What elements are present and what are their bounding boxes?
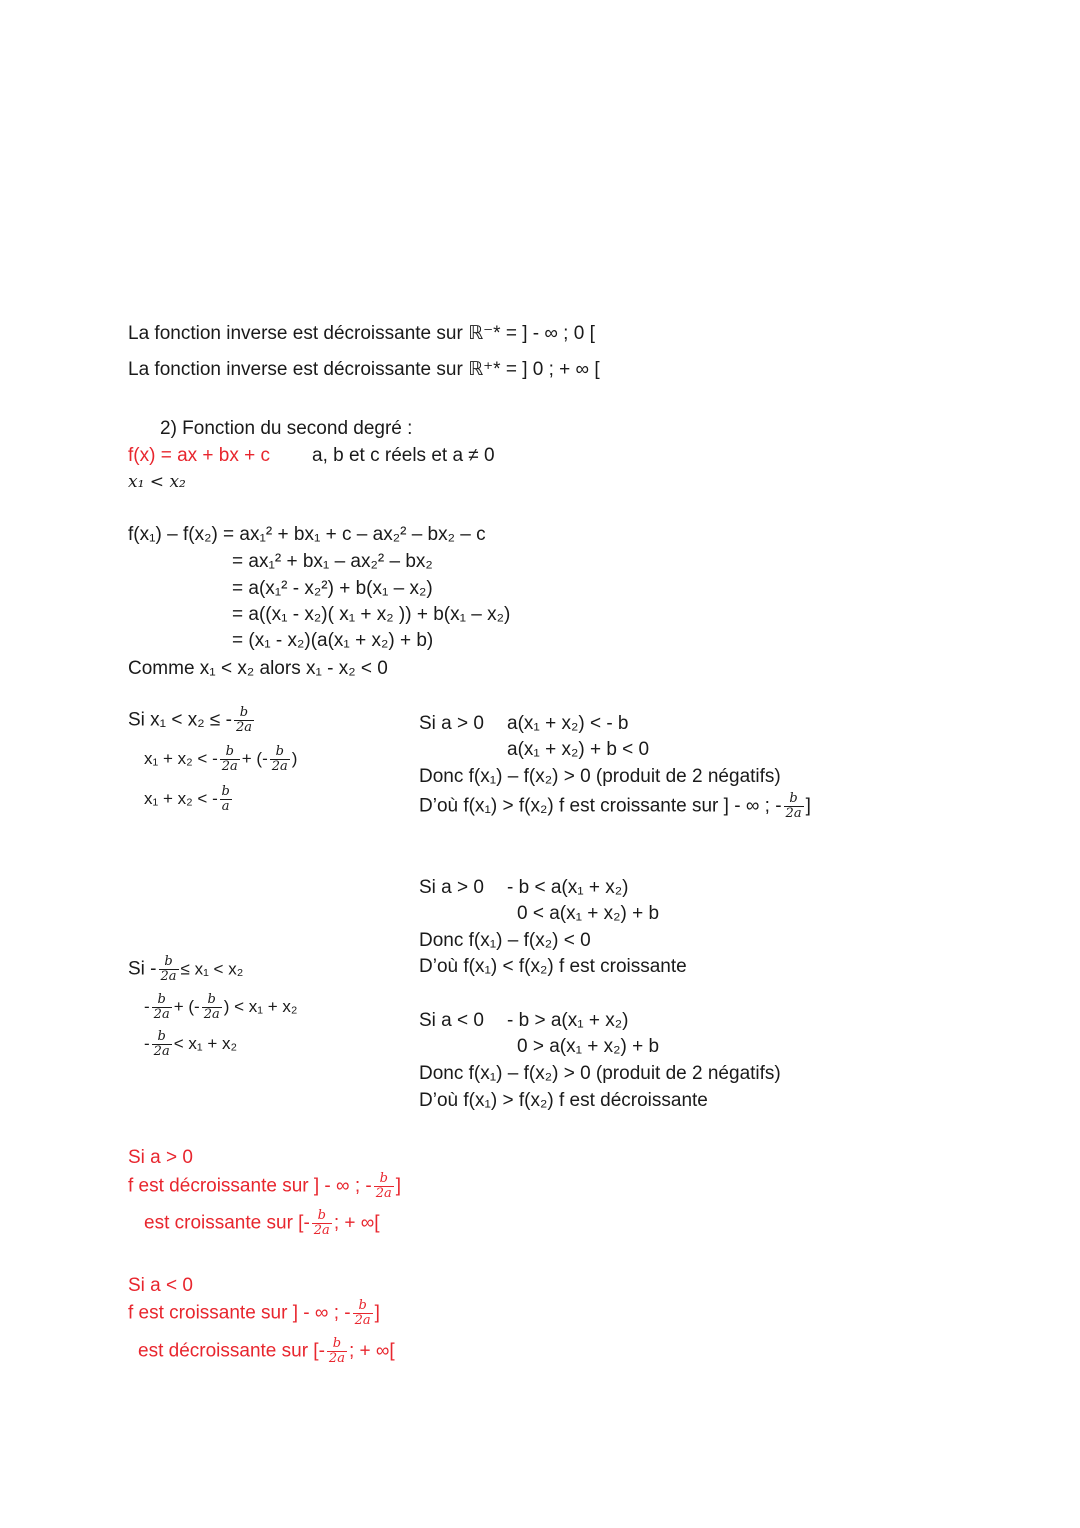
case2r-condition: Si a > 0 bbox=[419, 877, 484, 898]
derivation-line-3: = a(x₁² - x₂²) + b(x₁ – x₂) bbox=[232, 578, 433, 599]
conclusion-neg-title: Si a < 0 bbox=[128, 1275, 193, 1296]
case1r-donc: Donc f(x₁) – f(x₂) > 0 (produit de 2 négatifs) bbox=[419, 766, 781, 787]
case3r-donc: Donc f(x₁) – f(x₂) > 0 (produit de 2 négatifs) bbox=[419, 1063, 781, 1084]
derivation-line-5: = (x₁ - x₂)(a(x₁ + x₂) + b) bbox=[232, 630, 434, 651]
case2r-line-2: 0 < a(x₁ + x₂) + b bbox=[517, 903, 660, 924]
conclusion-pos-line-1: f est décroissante sur ] - ∞ ; - $\frac{b}{2a}$ ] bbox=[128, 1171, 402, 1201]
case2r-dou: D’où f(x₁) < f(x₂) f est croissante bbox=[419, 956, 687, 977]
case1r-dou: D’où f(x₁) > f(x₂) f est croissante sur ] - ∞ ; - $\frac{b}{2a}$ ] bbox=[419, 791, 811, 821]
case2r-line-1: - b < a(x₁ + x₂) bbox=[507, 877, 629, 898]
fraction-b-over-2a: $\frac{b}{2a}$ bbox=[235, 705, 252, 735]
case2-line-2: - $\frac{b}{2a}$ + (- $\frac{b}{2a}$ ) < x₁ + x₂ bbox=[144, 992, 298, 1022]
case1-condition: Si x₁ < x₂ ≤ - $\frac{b}{2a}$ bbox=[128, 705, 252, 735]
case1-line-2: x₁ + x₂ < - $\frac{b}{2a}$ + (- $\frac{b}{2a}$ ) bbox=[144, 744, 298, 774]
derivation-line-1: f(x₁) – f(x₂) = ax₁² + bx₁ + c – ax₂² – bx₂ – c bbox=[128, 524, 486, 545]
function-condition: a, b et c réels et a ≠ 0 bbox=[312, 445, 495, 466]
function-definition: f(x) = ax + bx + c bbox=[128, 445, 271, 466]
comme-statement: Comme x₁ < x₂ alors x₁ - x₂ < 0 bbox=[128, 658, 388, 679]
conclusion-pos-line-2: est croissante sur [- $\frac{b}{2a}$ ; + ∞[ bbox=[144, 1208, 380, 1238]
case1r-line-1: a(x₁ + x₂) < - b bbox=[507, 713, 629, 734]
section-title: 2) Fonction du second degré : bbox=[160, 418, 413, 439]
conclusion-neg-line-2: est décroissante sur [- $\frac{b}{2a}$ ; + ∞[ bbox=[138, 1336, 395, 1366]
case2-line-3: - $\frac{b}{2a}$ < x₁ + x₂ bbox=[144, 1029, 238, 1059]
conclusion-neg-line-1: f est croissante sur ] - ∞ ; - $\frac{b}{2a}$ ] bbox=[128, 1298, 380, 1328]
intro-line-2: La fonction inverse est décroissante sur ℝ⁺* = ] 0 ; + ∞ [ bbox=[128, 359, 600, 380]
case1-line-3: x₁ + x₂ < - $\frac{b}{a}$ bbox=[144, 784, 230, 814]
case2r-donc: Donc f(x₁) – f(x₂) < 0 bbox=[419, 930, 591, 951]
conclusion-pos-title: Si a > 0 bbox=[128, 1147, 193, 1168]
case1r-line-2: a(x₁ + x₂) + b < 0 bbox=[507, 739, 650, 760]
case3r-condition: Si a < 0 bbox=[419, 1010, 484, 1031]
case3r-line-2: 0 > a(x₁ + x₂) + b bbox=[517, 1036, 660, 1057]
case3r-line-1: - b > a(x₁ + x₂) bbox=[507, 1010, 629, 1031]
derivation-line-4: = a((x₁ - x₂)( x₁ + x₂ )) + b(x₁ – x₂) bbox=[232, 604, 511, 625]
intro-line-1: La fonction inverse est décroissante sur ℝ⁻* = ] - ∞ ; 0 [ bbox=[128, 323, 595, 344]
order-hypothesis: x₁ < x₂ bbox=[128, 472, 186, 492]
derivation-line-2: = ax₁² + bx₁ – ax₂² – bx₂ bbox=[232, 551, 433, 572]
case2-condition: Si - $\frac{b}{2a}$ ≤ x₁ < x₂ bbox=[128, 954, 244, 984]
case3r-dou: D’où f(x₁) > f(x₂) f est décroissante bbox=[419, 1090, 708, 1111]
case1r-condition: Si a > 0 bbox=[419, 713, 484, 734]
